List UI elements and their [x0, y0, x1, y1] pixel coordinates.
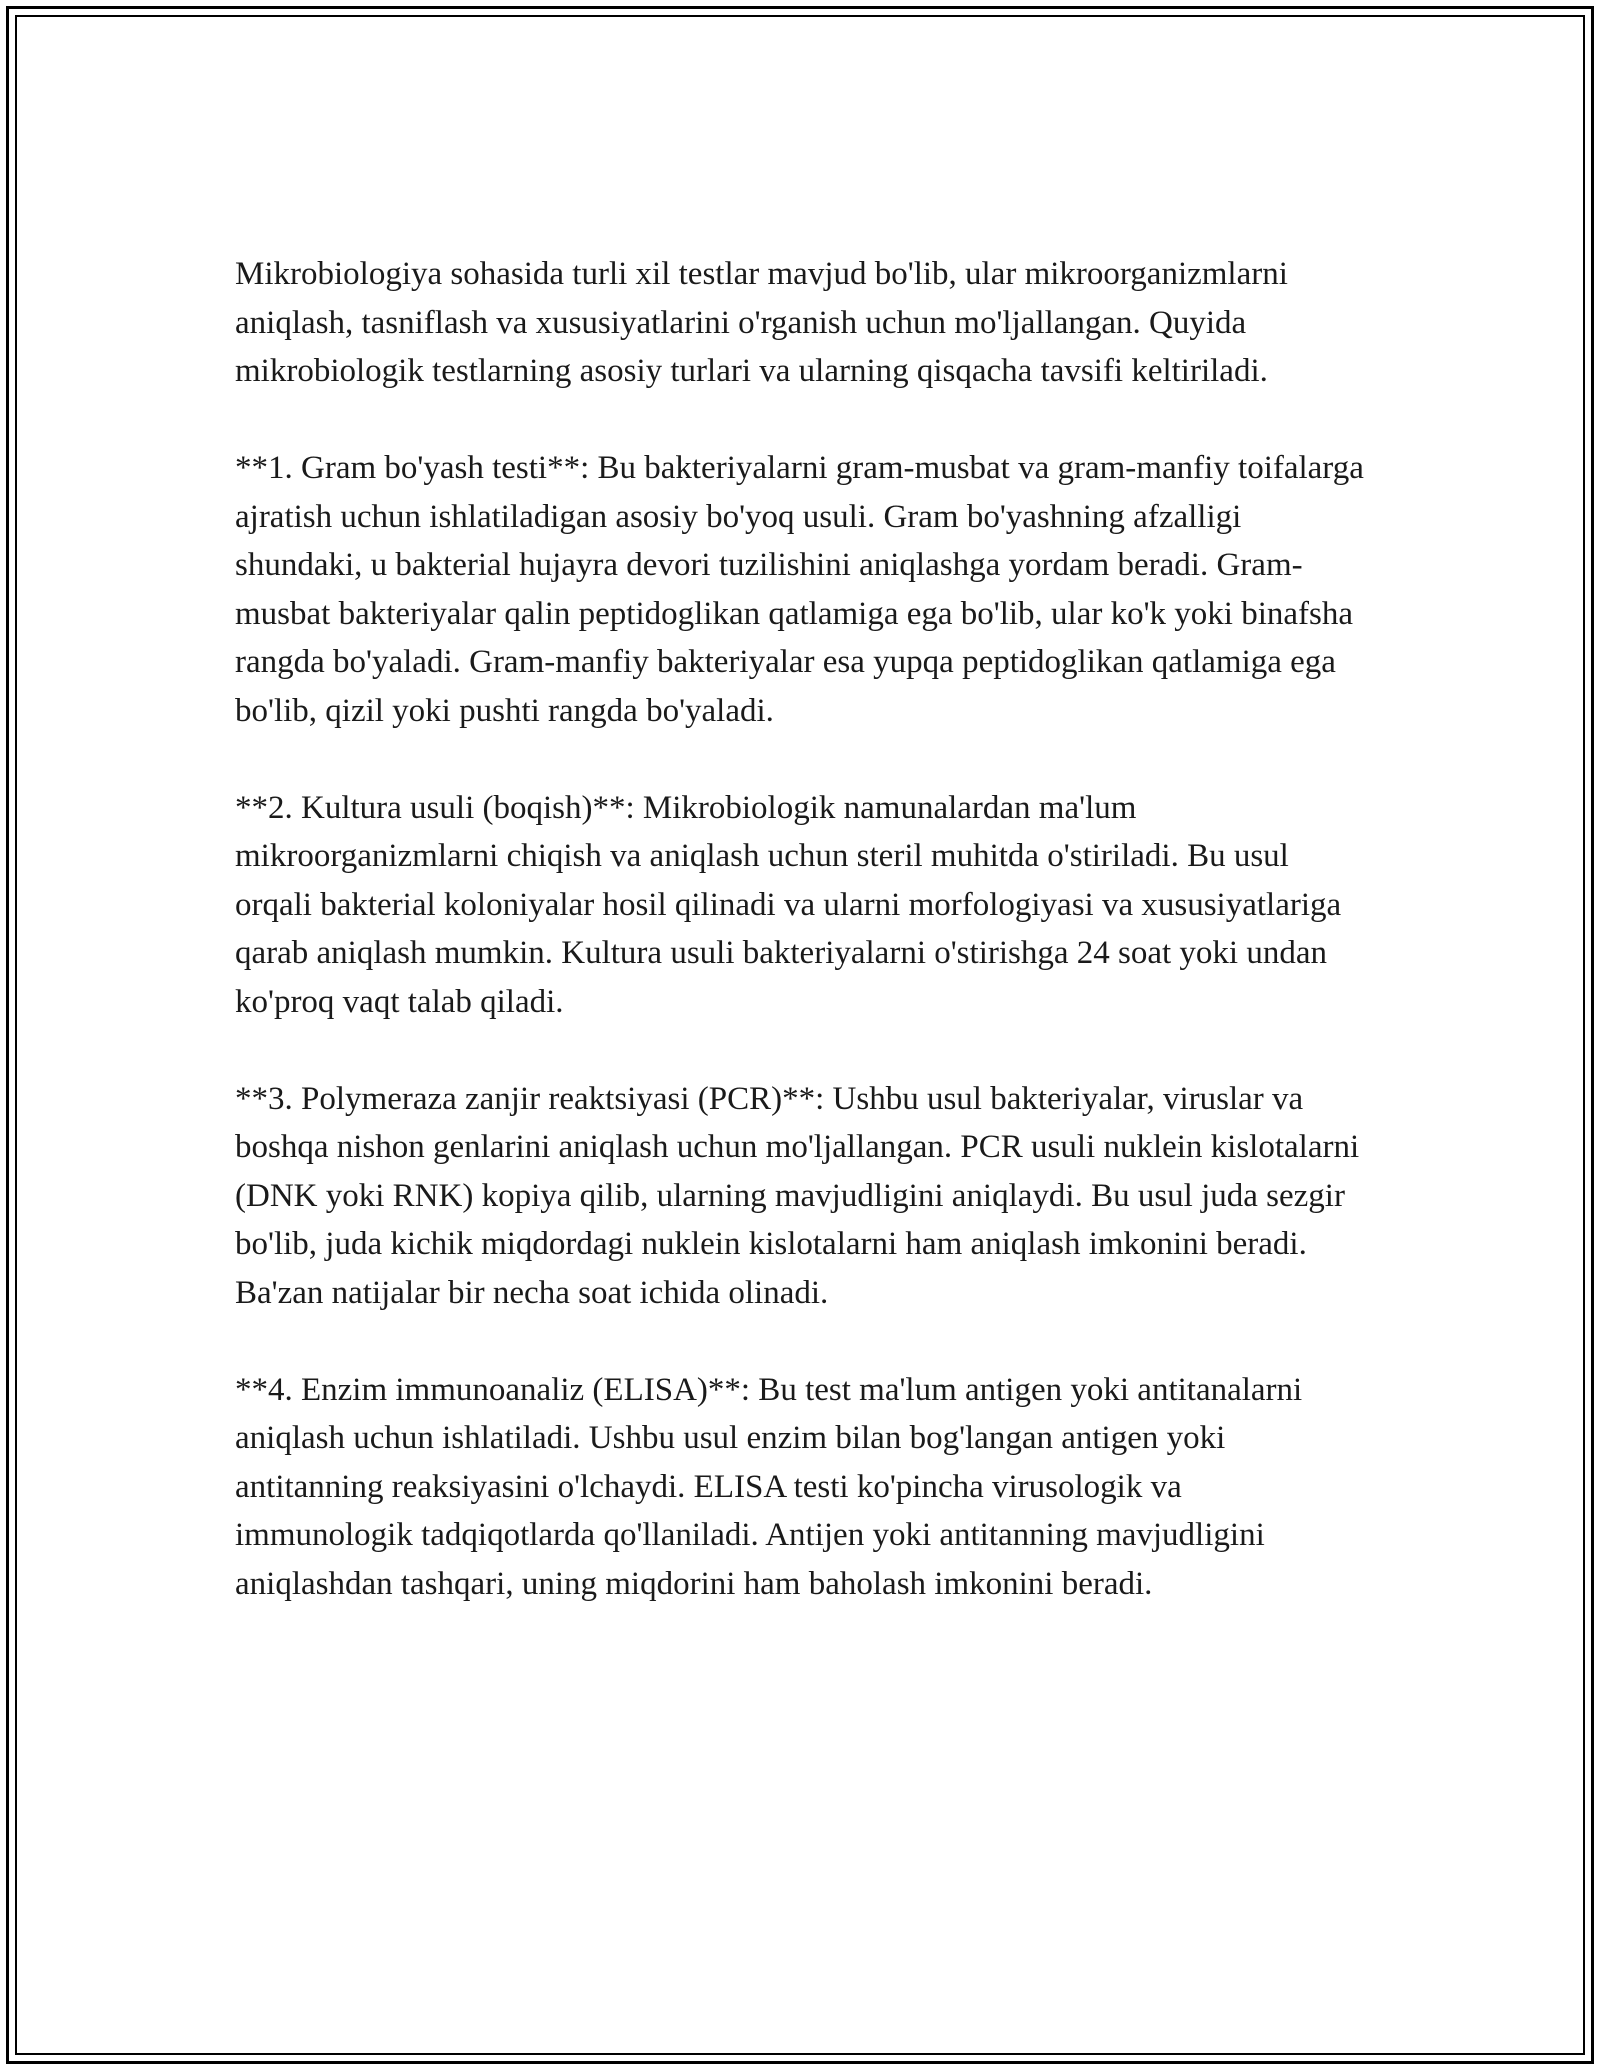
pcr-paragraph: **3. Polymeraza zanjir reaktsiyasi (PCR)**: Ushbu usul bakteriyalar, viruslar va boshqa nishon genlarini aniqlash uchun mo'ljallangan. PCR usuli nuklein kislotalarni (DNK yoki RNK) kopiya qilib, ularning mavjudligini aniqlaydi. Bu usul juda sezgir bo'lib, juda kichik miqdordagi nuklein kislotalarni ham aniqlash imkonini beradi. Ba'zan natijalar bir necha soat ichida olinadi. [235, 1080, 1360, 1311]
elisa-paragraph: **4. Enzim immunoanaliz (ELISA)**: Bu test ma'lum antigen yoki antitanalarni aniqlash uchun ishlatiladi. Ushbu usul enzim bilan bog'langan antigen yoki antitanning reaksiyasini o'lchaydi. ELISA testi ko'pincha virusologik va immunologik tadqiqotlarda qo'llaniladi. Antijen yoki antitanning mavjudligini aniqlashdan tashqari, uning miqdorini ham baholash imkonini beradi. [235, 1371, 1303, 1602]
intro-paragraph: Mikrobiologiya sohasida turli xil testlar mavjud bo'lib, ular mikroorganizmlarni aniqlash, tasniflash va xususiyatlarini o'rganish uchun mo'ljallangan. Quyida mikrobiologik testlarning asosiy turlari va ularning qisqacha tavsifi keltiriladi. [235, 256, 1288, 389]
gram-stain-paragraph: **1. Gram bo'yash testi**: Bu bakteriyalarni gram-musbat va gram-manfiy toifalarga ajratish uchun ishlatiladigan asosiy bo'yoq usuli. Gram bo'yashning afzalligi shundaki, u bakterial hujayra devori tuzilishini aniqlashga yordam beradi. Gram-musbat bakteriyalar qalin peptidoglikan qatlamiga ega bo'lib, ular ko'k yoki binafsha rangda bo'yaladi. Gram-manfiy bakteriyalar esa yupqa peptidoglikan qatlamiga ega bo'lib, qizil yoki pushti rangda bo'yaladi. [235, 450, 1364, 729]
culture-method-paragraph: **2. Kultura usuli (boqish)**: Mikrobiologik namunalardan ma'lum mikroorganizmlarni chiqish va aniqlash uchun steril muhitda o'stiriladi. Bu usul orqali bakterial koloniyalar hosil qilinadi va ularni morfologiyasi va xususiyatlariga qarab aniqlash mumkin. Kultura usuli bakteriyalarni o'stirishga 24 soat yoki undan ko'proq vaqt talab qiladi. [235, 789, 1342, 1020]
document-body [235, 250, 1365, 1657]
